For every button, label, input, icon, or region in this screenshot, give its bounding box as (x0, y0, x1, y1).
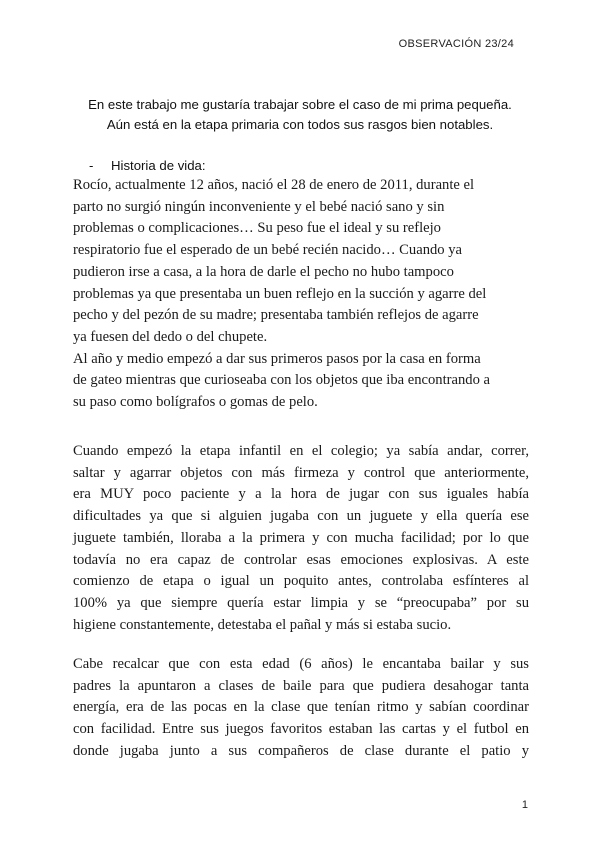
text-line: juguete también, lloraba a la primera y con mucha facilidad; por lo que (73, 529, 529, 546)
text-line: higiene constantemente, detestaba el pañal y más si estaba sucio. (73, 616, 452, 633)
text-line: ya fuesen del dedo o del chupete. (73, 328, 268, 345)
section-title: Historia de vida: (111, 158, 206, 173)
paragraph-infant-stage (73, 441, 529, 636)
text-line: problemas o complicaciones… Su peso fue el ideal y su reflejo (73, 220, 441, 237)
text-line: Rocío, actualmente 12 años, nació el 28 de enero de 2011, durante el (73, 177, 475, 193)
list-dash: - (89, 158, 94, 173)
text-line: respiratorio fue el esperado de un bebé recién nacido… Cuando ya (73, 242, 463, 259)
intro-text (60, 95, 540, 135)
text-line: energía, era de las pocas en la clase que tenían ritmo y sabían coordinar (73, 699, 529, 716)
text-line: 100% ya que siempre quería estar limpia y se “preocupaba” por su (73, 594, 529, 611)
text-line: todavía no era capaz de controlar esas emociones explosivas. A este (73, 551, 529, 568)
intro-line: En este trabajo me gustaría trabajar sobre el caso de mi prima pequeña. (88, 97, 512, 112)
text-line: problemas ya que presentaba un buen reflejo en la succión y agarre del (73, 285, 487, 302)
text-line: padres la apuntaron a clases de baile para que pudiera desahogar tanta (73, 677, 529, 694)
page-number: 1 (521, 799, 528, 811)
text-line: parto no surgió ningún inconveniente y el bebé nació sano y sin (73, 198, 445, 215)
text-line: con facilidad. Entre sus juegos favoritos estaban las cartas y el futbol en (73, 721, 529, 738)
intro-line: Aún está en la etapa primaria con todos sus rasgos bien notables. (106, 117, 494, 132)
text-line: su paso como bolígrafos o gomas de pelo. (73, 394, 318, 411)
header-reference: OBSERVACIÓN 23/24 (398, 38, 514, 50)
paragraph-birth-history (73, 175, 529, 414)
text-line: Cabe recalcar que con esta edad (6 años) le encantaba bailar y sus (73, 656, 529, 672)
text-line: donde jugaba junto a sus compañeros de clase durante el patio y (73, 742, 529, 759)
text-line: pudieron irse a casa, a la hora de darle el pecho no hubo tampoco (73, 263, 454, 280)
section-heading (89, 158, 206, 173)
paragraph-dance-activities (73, 654, 529, 763)
text-line: saltar y agarrar objetos con más firmeza y control que anteriormente, (73, 464, 529, 481)
text-line: era MUY poco paciente y a la hora de jugar con sus iguales había (73, 486, 529, 503)
text-line: dificultades ya que si alguien jugaba con un juguete y ella quería ese (73, 508, 529, 525)
text-line: de gateo mientras que curioseaba con los objetos que iba encontrando a (73, 372, 490, 389)
text-line: Cuando empezó la etapa infantil en el colegio; ya sabía andar, correr, (73, 443, 529, 459)
text-line: pecho y del pezón de su madre; presentaba también reflejos de agarre (73, 307, 479, 324)
text-line: Al año y medio empezó a dar sus primeros pasos por la casa en forma (73, 350, 481, 367)
text-line: comienzo de etapa o igual un poquito antes, controlaba esfínteres al (73, 573, 529, 590)
